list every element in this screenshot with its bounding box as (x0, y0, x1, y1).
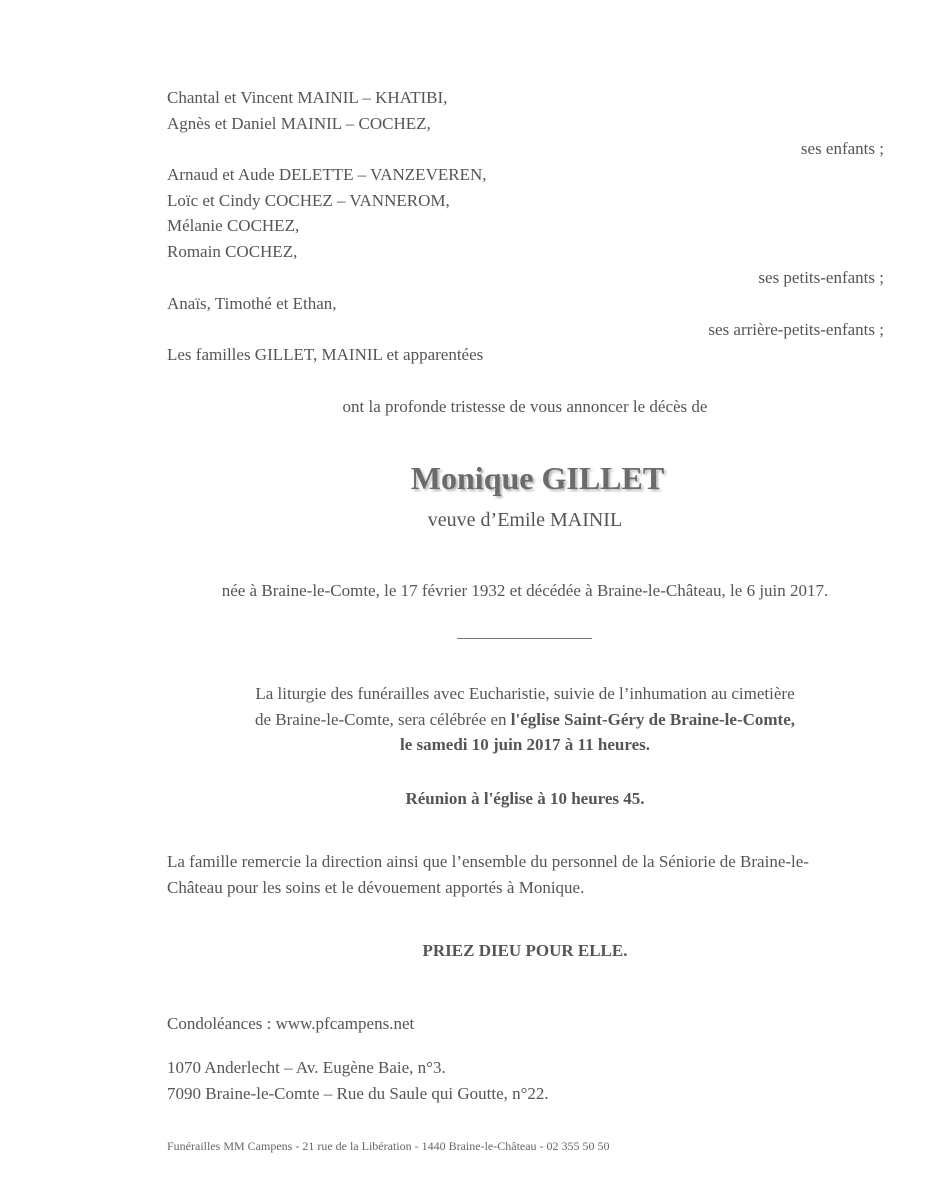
grandchild-line-1: Arnaud et Aude DELETTE – VANZEVEREN, (167, 165, 487, 184)
ceremony-line-2-text: de Braine-le-Comte, sera célébrée en (254, 710, 511, 729)
grandchild-line-3: Mélanie COCHEZ, (167, 216, 300, 235)
widow-of: veuve d’Emile MAINIL (427, 509, 623, 531)
address-line-2: 7090 Braine-le-Comte – Rue du Saule qui Goutte, n°22. (167, 1084, 549, 1103)
great-grandchild-line-1: Anaïs, Timothé et Ethan, (167, 294, 337, 313)
great-grandchildren-label: ses arrière-petits-enfants ; (708, 320, 884, 339)
ceremony-date: le samedi 10 juin 2017 à 11 heures. (400, 735, 650, 754)
prayer: PRIEZ DIEU POUR ELLE. (422, 941, 628, 960)
grandchild-line-2: Loïc et Cindy COCHEZ – VANNEROM, (167, 191, 450, 210)
church-name: l'église Saint-Géry de Braine-le-Comte, (510, 710, 796, 729)
ceremony-line-2 (0, 710, 947, 730)
birth-death-dates: née à Braine-le-Comte, le 17 février 1932 et décédée à Braine-le-Château, le 6 juin 2017. (221, 581, 829, 600)
grandchildren-label: ses petits-enfants ; (758, 268, 884, 287)
child-line-1: Chantal et Vincent MAINIL – KHATIBI, (167, 88, 448, 107)
child-line-2: Agnès et Daniel MAINIL – COCHEZ, (167, 114, 431, 133)
children-label: ses enfants ; (800, 139, 884, 158)
separator-line (457, 638, 592, 639)
announcement: ont la profonde tristesse de vous annoncer le décès de (342, 397, 708, 416)
address-line-1: 1070 Anderlecht – Av. Eugène Baie, n°3. (167, 1058, 446, 1077)
meeting-time: Réunion à l'église à 10 heures 45. (405, 789, 645, 808)
grandchild-line-4: Romain COCHEZ, (167, 242, 298, 261)
deceased-name: Monique GILLET (410, 460, 665, 496)
families-line: Les familles GILLET, MAINIL et apparentées (167, 345, 484, 364)
thanks-line-1: La famille remercie la direction ainsi que l’ensemble du personnel de la Séniorie de Braine-le- (167, 852, 809, 871)
condolences: Condoléances : www.pfcampens.net (167, 1014, 415, 1033)
thanks-line-2: Château pour les soins et le dévouement apportés à Monique. (167, 878, 585, 897)
footer: Funérailles MM Campens - 21 rue de la Libération - 1440 Braine-le-Château - 02 355 50 50 (167, 1139, 610, 1153)
ceremony-line-1: La liturgie des funérailles avec Eucharistie, suivie de l’inhumation au cimetière (255, 684, 795, 703)
